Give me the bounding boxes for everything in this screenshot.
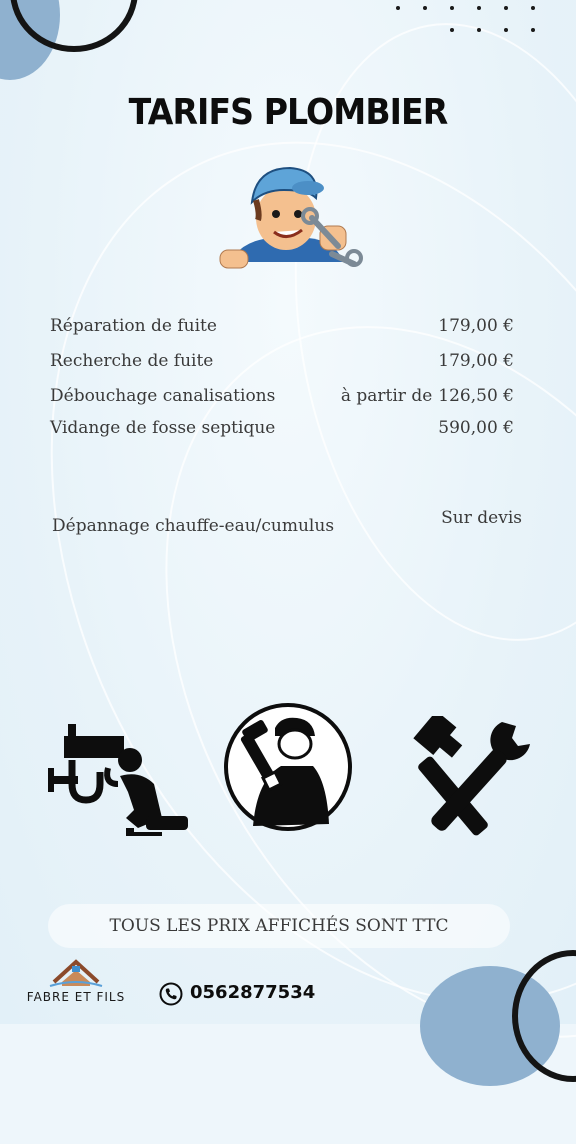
plumber-mascot-icon <box>212 162 364 272</box>
plumber-portrait-icon <box>223 702 353 832</box>
dot-grid-decoration <box>396 6 558 32</box>
plumber-kneeling-sink-icon <box>46 720 190 836</box>
prices-notice-banner: TOUS LES PRIX AFFICHÉS SONT TTC <box>48 904 510 948</box>
wrench-cross-icon <box>406 716 540 838</box>
page-title: TARIFS PLOMBIER <box>128 92 448 133</box>
service-price-with-prefix <box>341 386 514 406</box>
price-row <box>50 386 514 416</box>
brand-name: FABRE ET FILS <box>26 990 126 1004</box>
price-row <box>50 351 514 381</box>
service-label: Vidange de fosse septique <box>50 418 276 438</box>
service-price: 126,50 € <box>438 386 514 406</box>
price-row <box>50 418 514 448</box>
service-price: Sur devis <box>441 508 522 528</box>
price-row <box>50 316 514 346</box>
service-price: 179,00 € <box>438 351 514 371</box>
phone-number-link[interactable]: 0562877534 <box>190 982 316 1003</box>
service-price: 590,00 € <box>438 418 514 438</box>
service-label: Débouchage canalisations <box>50 386 276 406</box>
service-label: Dépannage chauffe-eau/cumulus <box>52 516 335 536</box>
service-price: 179,00 € <box>438 316 514 336</box>
service-label: Réparation de fuite <box>50 316 217 336</box>
price-row <box>52 508 522 544</box>
price-prefix: à partir de <box>340 386 433 406</box>
house-logo-icon <box>48 958 104 988</box>
service-label: Recherche de fuite <box>50 351 214 371</box>
phone-icon <box>159 982 183 1006</box>
